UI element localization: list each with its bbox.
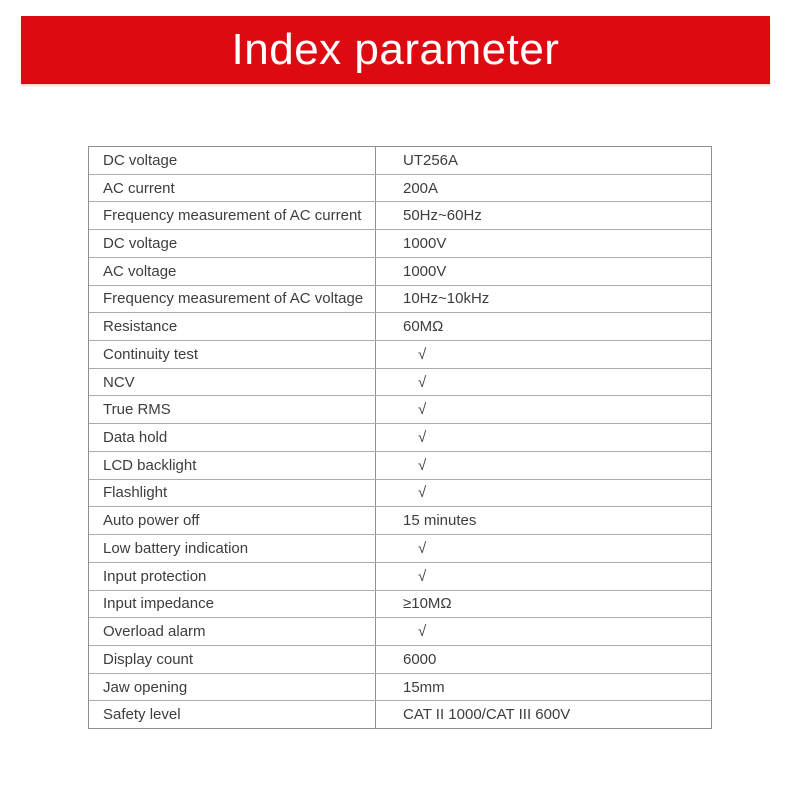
table-row: [89, 700, 711, 728]
parameter-name: NCV: [89, 369, 376, 396]
parameter-value: 50Hz~60Hz: [403, 207, 482, 225]
parameter-name: Data hold: [89, 424, 376, 451]
parameter-value-check: √: [418, 345, 427, 363]
parameter-value-check: √: [418, 456, 427, 474]
parameter-value: 15 minutes: [403, 512, 477, 530]
parameter-value: CAT II 1000/CAT III 600V: [403, 706, 571, 724]
header-banner: [21, 16, 770, 84]
parameter-value: 1000V: [403, 262, 447, 280]
parameter-name: DC voltage: [89, 147, 376, 174]
parameter-name: Overload alarm: [89, 618, 376, 645]
parameter-name: Flashlight: [89, 480, 376, 507]
parameter-name: DC voltage: [89, 230, 376, 257]
table-row: [89, 617, 711, 645]
table-row: [89, 174, 711, 202]
table-row: [89, 201, 711, 229]
parameter-name: Low battery indication: [89, 535, 376, 562]
table-row: [89, 285, 711, 313]
spec-table: [88, 146, 712, 729]
parameter-value: UT256A: [403, 151, 459, 169]
table-row: [89, 312, 711, 340]
parameter-name: Display count: [89, 646, 376, 673]
parameter-value: 1000V: [403, 235, 447, 253]
parameter-value-check: √: [418, 623, 427, 641]
parameter-name: Auto power off: [89, 507, 376, 534]
parameter-name: Resistance: [89, 313, 376, 340]
parameter-name: True RMS: [89, 396, 376, 423]
parameter-value-check: √: [418, 539, 427, 557]
parameter-value-check: √: [418, 401, 427, 419]
table-row: [89, 368, 711, 396]
parameter-name: Frequency measurement of AC voltage: [89, 286, 376, 313]
parameter-name: LCD backlight: [89, 452, 376, 479]
table-row: [89, 229, 711, 257]
table-row: [89, 257, 711, 285]
table-row: [89, 590, 711, 618]
parameter-name: Continuity test: [89, 341, 376, 368]
table-row: [89, 673, 711, 701]
parameter-name: Input protection: [89, 563, 376, 590]
parameter-value-check: √: [418, 484, 427, 502]
table-row: [89, 506, 711, 534]
parameter-value-check: √: [418, 373, 427, 391]
page-title: Index parameter: [231, 25, 560, 74]
table-row: [89, 395, 711, 423]
parameter-value-check: √: [418, 429, 427, 447]
parameter-value: 15mm: [403, 678, 445, 696]
parameter-value: 10Hz~10kHz: [403, 290, 490, 308]
table-row: [89, 423, 711, 451]
table-row: [89, 562, 711, 590]
table-row: [89, 645, 711, 673]
parameter-value: 6000: [403, 650, 437, 668]
table-row: [89, 479, 711, 507]
parameter-value-check: √: [418, 567, 427, 585]
table-row: [89, 451, 711, 479]
parameter-value: 60MΩ: [403, 318, 444, 336]
parameter-name: Safety level: [89, 701, 376, 728]
parameter-value: ≥10MΩ: [403, 595, 452, 613]
table-row: [89, 340, 711, 368]
parameter-value: 200A: [403, 179, 439, 197]
parameter-name: Input impedance: [89, 591, 376, 618]
parameter-name: Frequency measurement of AC current: [89, 202, 376, 229]
parameter-name: AC voltage: [89, 258, 376, 285]
table-row: [89, 534, 711, 562]
table-row: [89, 147, 711, 174]
parameter-name: AC current: [89, 175, 376, 202]
parameter-name: Jaw opening: [89, 674, 376, 701]
